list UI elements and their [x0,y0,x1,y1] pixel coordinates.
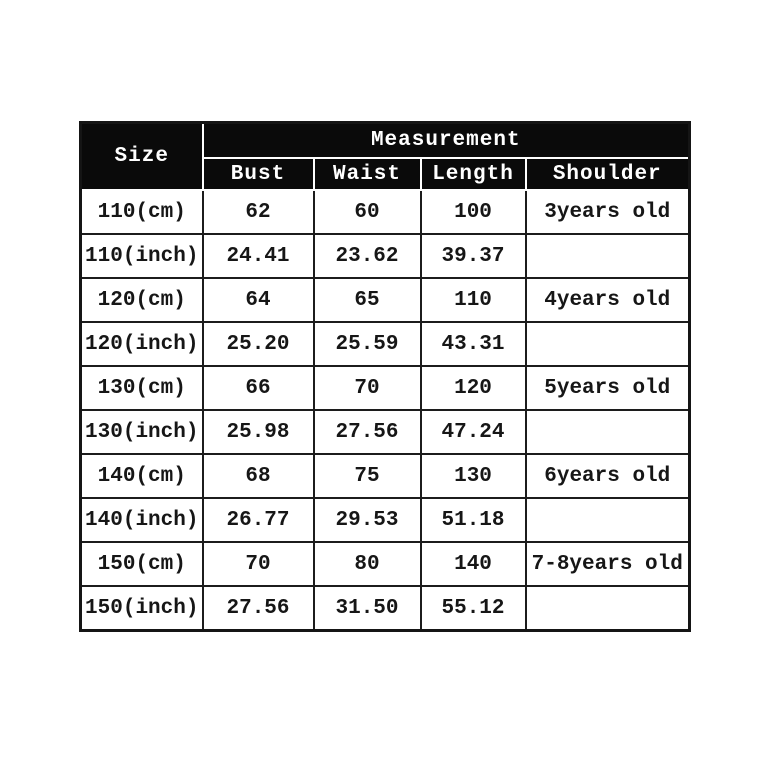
size-cell: 130(cm) [81,366,203,410]
size-cell: 120(inch) [81,322,203,366]
shoulder-cell: 7-8years old [526,542,690,586]
waist-cell: 29.53 [314,498,421,542]
waist-cell: 25.59 [314,322,421,366]
table-row [81,498,690,542]
size-cell: 110(inch) [81,234,203,278]
bust-cell: 62 [203,190,314,234]
table-row [81,322,690,366]
measurement-header-row [81,123,690,159]
column-header-waist: Waist [314,158,421,190]
table-row [81,454,690,498]
size-cell: 150(inch) [81,586,203,631]
length-cell: 100 [421,190,526,234]
bust-cell: 68 [203,454,314,498]
bust-cell: 66 [203,366,314,410]
shoulder-cell [526,234,690,278]
table-row [81,410,690,454]
shoulder-cell [526,498,690,542]
waist-cell: 70 [314,366,421,410]
table-body [81,190,690,631]
size-cell: 120(cm) [81,278,203,322]
length-cell: 120 [421,366,526,410]
size-cell: 140(cm) [81,454,203,498]
shoulder-cell [526,410,690,454]
column-header-shoulder: Shoulder [526,158,690,190]
length-cell: 51.18 [421,498,526,542]
table-header [81,123,690,191]
size-column-header: Size [81,123,203,191]
table-row [81,234,690,278]
waist-cell: 75 [314,454,421,498]
waist-cell: 23.62 [314,234,421,278]
shoulder-cell [526,322,690,366]
shoulder-cell: 5years old [526,366,690,410]
waist-cell: 65 [314,278,421,322]
length-cell: 140 [421,542,526,586]
bust-cell: 25.20 [203,322,314,366]
table-row [81,278,690,322]
size-cell: 110(cm) [81,190,203,234]
size-cell: 150(cm) [81,542,203,586]
size-chart-table [79,121,691,632]
bust-cell: 70 [203,542,314,586]
waist-cell: 60 [314,190,421,234]
length-cell: 130 [421,454,526,498]
size-cell: 140(inch) [81,498,203,542]
length-cell: 55.12 [421,586,526,631]
shoulder-cell: 3years old [526,190,690,234]
waist-cell: 31.50 [314,586,421,631]
bust-cell: 24.41 [203,234,314,278]
size-cell: 130(inch) [81,410,203,454]
shoulder-cell: 4years old [526,278,690,322]
bust-cell: 64 [203,278,314,322]
length-cell: 47.24 [421,410,526,454]
bust-cell: 27.56 [203,586,314,631]
column-header-bust: Bust [203,158,314,190]
table-row [81,366,690,410]
measurement-group-header: Measurement [203,123,690,159]
table-row [81,190,690,234]
column-header-length: Length [421,158,526,190]
bust-cell: 25.98 [203,410,314,454]
length-cell: 110 [421,278,526,322]
bust-cell: 26.77 [203,498,314,542]
shoulder-cell [526,586,690,631]
length-cell: 43.31 [421,322,526,366]
waist-cell: 80 [314,542,421,586]
table-row [81,542,690,586]
table-row [81,586,690,631]
waist-cell: 27.56 [314,410,421,454]
shoulder-cell: 6years old [526,454,690,498]
length-cell: 39.37 [421,234,526,278]
